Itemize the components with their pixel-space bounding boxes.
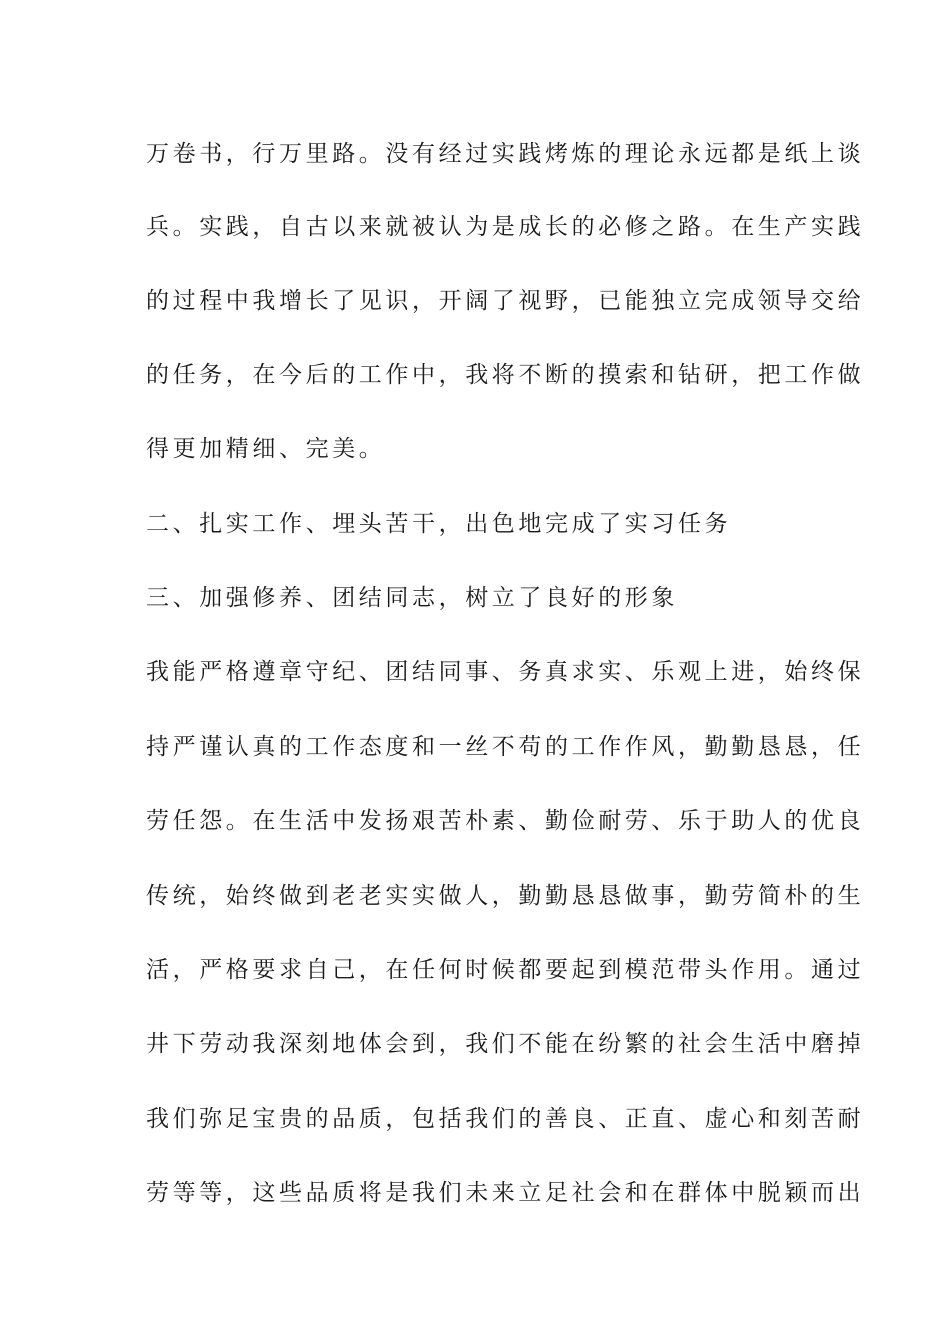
text-line: 劳等等，这些品质将是我们未来立足社会和在群体中脱颖而出: [146, 1180, 865, 1206]
text-line: 兵。实践，自古以来就被认为是成长的必修之路。在生产实践: [146, 214, 865, 240]
section-heading: 二、扎实工作、埋头苦干，出色地完成了实习任务: [146, 511, 732, 537]
text-line: 我们弥足宝贵的品质，包括我们的善良、正直、虚心和刻苦耐: [146, 1106, 865, 1132]
text-line: 我能严格遵章守纪、团结同事、务真求实、乐观上进，始终保: [146, 659, 865, 685]
text-line: 的过程中我增长了见识，开阔了视野，已能独立完成领导交给: [146, 288, 865, 314]
text-line: 万卷书，行万里路。没有经过实践烤炼的理论永远都是纸上谈: [146, 141, 865, 167]
text-line: 传统，始终做到老老实实做人，勤勤恳恳做事，勤劳简朴的生: [146, 883, 865, 909]
text-line: 劳任怨。在生活中发扬艰苦朴素、勤俭耐劳、乐于助人的优良: [146, 808, 865, 834]
text-line: 井下劳动我深刻地体会到，我们不能在纷繁的社会生活中磨掉: [146, 1031, 865, 1057]
text-line: 活，严格要求自己，在任何时候都要起到模范带头作用。通过: [146, 957, 865, 983]
section-heading: 三、加强修养、团结同志，树立了良好的形象: [146, 585, 678, 611]
text-line: 得更加精细、完美。: [146, 436, 386, 462]
text-line: 的任务，在今后的工作中，我将不断的摸索和钻研，把工作做: [146, 362, 865, 388]
text-line: 持严谨认真的工作态度和一丝不苟的工作作风，勤勤恳恳，任: [146, 734, 865, 760]
